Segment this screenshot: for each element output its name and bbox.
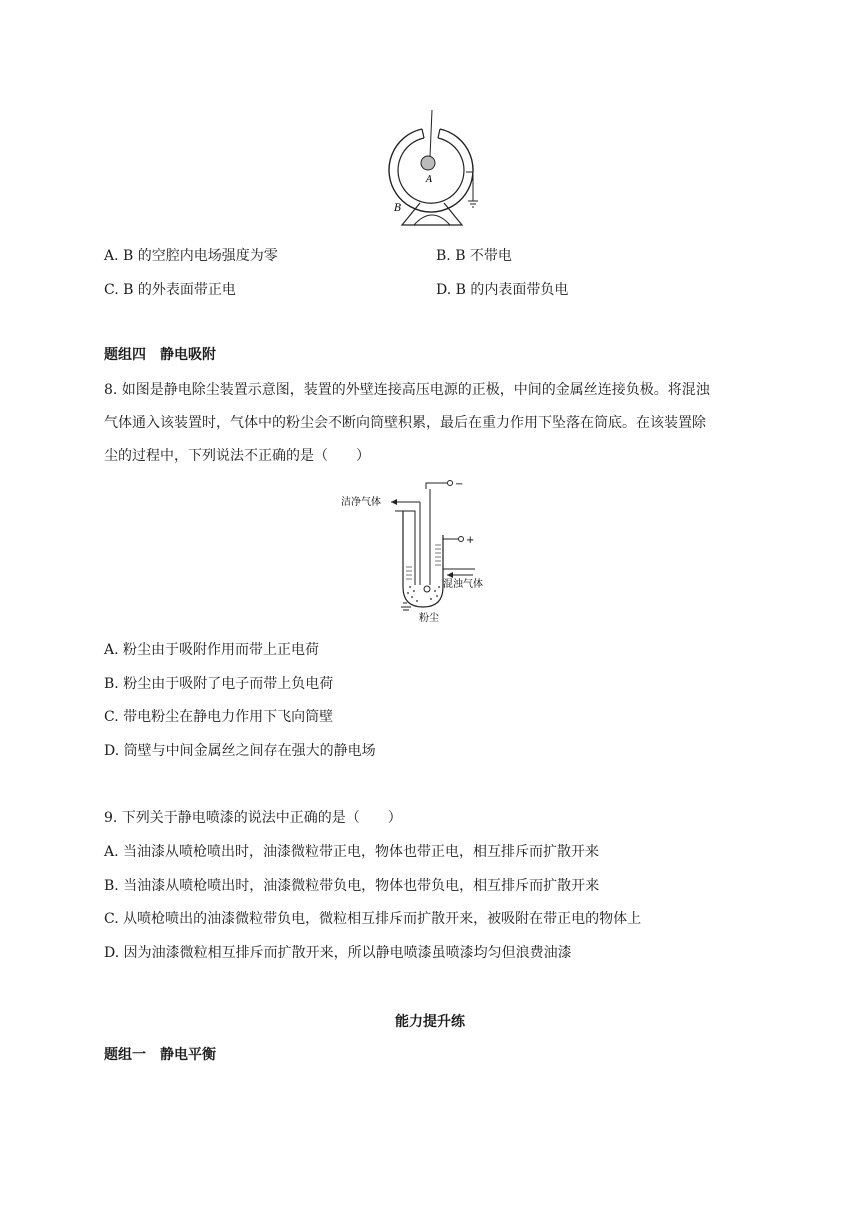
label-b: B xyxy=(394,203,402,214)
q8-stem-line3: 尘的过程中，下列说法不正确的是（ ） xyxy=(104,448,370,464)
precipitator-figure xyxy=(335,475,535,625)
q7-option-d: D. B 的内表面带负电 xyxy=(436,282,569,298)
dust-label: 粉尘 xyxy=(419,613,439,624)
q9-option-c: C. 从喷枪喷出的油漆微粒带负电，微粒相互排斥而扩散开来，被吸附在带正电的物体上 xyxy=(104,911,642,927)
group1-heading: 题组一 静电平衡 xyxy=(104,1047,216,1063)
q8-option-d: D. 筒壁与中间金属丝之间存在强大的静电场 xyxy=(104,743,376,759)
minus-terminal: − xyxy=(455,479,464,490)
plus-terminal: + xyxy=(466,535,475,546)
q8-stem-line1: 8. 如图是静电除尘装置示意图，装置的外壁连接高压电源的正极，中间的金属丝连接负极。将混浊 xyxy=(104,382,710,398)
q7-option-a: A. B 的空腔内电场强度为零 xyxy=(104,248,278,264)
q9-stem: 9. 下列关于静电喷漆的说法中正确的是（ ） xyxy=(104,810,402,826)
label-a: A xyxy=(426,175,433,185)
q7-option-c: C. B 的外表面带正电 xyxy=(104,282,236,298)
q8-option-b: B. 粉尘由于吸附了电子而带上负电荷 xyxy=(104,676,334,692)
q9-option-b: B. 当油漆从喷枪喷出时，油漆微粒带负电，物体也带负电，相互排斥而扩散开来 xyxy=(104,878,600,894)
q8-stem-line2: 气体通入该装置时，气体中的粉尘会不断向筒壁积累，最后在重力作用下坠落在筒底。在该装置除 xyxy=(104,415,706,431)
section-title: 能力提升练 xyxy=(395,1014,465,1030)
q8-option-a: A. 粉尘由于吸附作用而带上正电荷 xyxy=(104,642,320,658)
dirty-gas-label: 混浊气体 xyxy=(443,579,483,590)
hollow-conductor-figure xyxy=(380,105,490,230)
q7-option-b: B. B 不带电 xyxy=(436,248,512,264)
q9-option-a: A. 当油漆从喷枪喷出时，油漆微粒带正电，物体也带正电，相互排斥而扩散开来 xyxy=(104,844,600,860)
q8-option-c: C. 带电粉尘在静电力作用下飞向筒壁 xyxy=(104,709,334,725)
group4-heading: 题组四 静电吸附 xyxy=(104,347,216,363)
q9-option-d: D. 因为油漆微粒相互排斥而扩散开来，所以静电喷漆虽喷漆均匀但浪费油漆 xyxy=(104,945,572,961)
clean-gas-label: 洁净气体 xyxy=(341,497,381,508)
